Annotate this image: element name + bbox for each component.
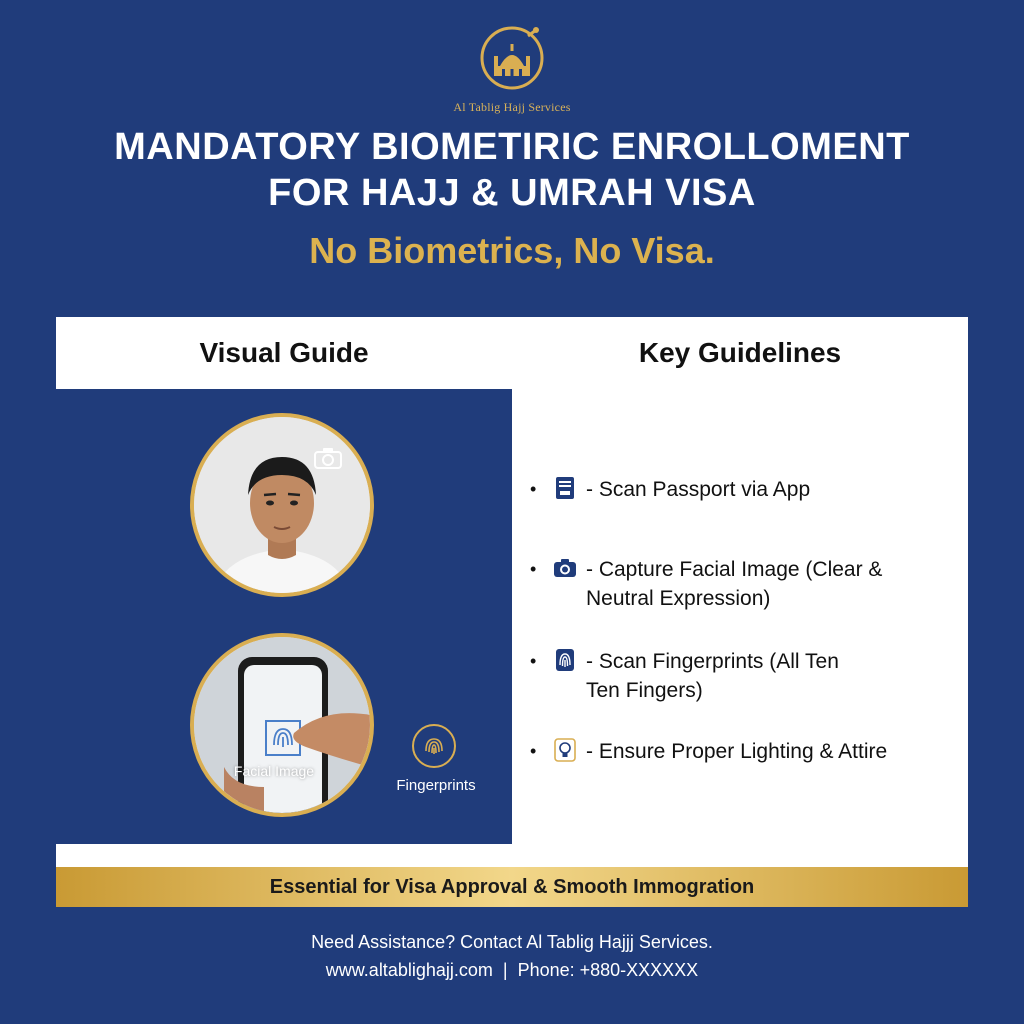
logo-text: Al Tablig Hajj Services: [453, 100, 571, 114]
passport-icon: [552, 475, 578, 501]
title-line-1: MANDATORY BIOMETIRIC ENROLLOMENT: [114, 126, 910, 168]
list-item: • - Scan Fingerprints (All Ten Ten Fingers): [530, 647, 839, 705]
website-link[interactable]: www.altablighajj.com: [325, 960, 493, 980]
fingerprints-caption: Fingerprints: [396, 777, 476, 794]
visual-guide-area: [56, 389, 512, 844]
list-item: • - Capture Facial Image (Clear & Neutral Expression): [530, 555, 882, 613]
fingerprint-icon: [421, 733, 447, 759]
phone-number[interactable]: Phone: +880-XXXXXX: [517, 960, 699, 980]
info-panel: [56, 317, 968, 867]
list-item: • - Ensure Proper Lighting & Attire: [530, 737, 887, 766]
key-guidelines-heading: Key Guidelines: [638, 337, 842, 368]
logo: [0, 22, 1024, 115]
guideline-text: - Capture Facial Image (Clear & Neutral Expression): [586, 558, 883, 610]
camera-overlay-icon: [314, 447, 342, 469]
list-item: • - Scan Passport via App: [530, 475, 810, 504]
fingerprint-badge: [412, 724, 456, 768]
facial-image-caption: Facial Image: [233, 763, 315, 779]
guideline-text: - Ensure Proper Lighting & Attire: [586, 740, 888, 763]
mosque-dome-icon: [476, 22, 548, 94]
guideline-text: - Scan Fingerprints (All Ten Ten Fingers): [586, 650, 839, 702]
contact-separator: |: [502, 960, 508, 980]
visual-guide-heading: Visual Guide: [199, 337, 369, 368]
lightbulb-icon: [552, 737, 578, 763]
guideline-text: - Scan Passport via App: [586, 478, 811, 501]
tagline: No Biometrics, No Visa.: [309, 230, 715, 271]
page-title: [0, 124, 1024, 216]
approval-banner: Essential for Visa Approval & Smooth Immogration: [56, 867, 968, 907]
fingerprint-icon: [552, 647, 578, 673]
contact-line: Need Assistance? Contact Al Tablig Hajjj Services.: [311, 932, 713, 952]
camera-icon: [552, 555, 578, 581]
face-photo: [190, 413, 374, 597]
contact-info: [0, 928, 1024, 984]
title-line-2: FOR HAJJ & UMRAH VISA: [268, 172, 756, 214]
phone-scan-photo: [190, 633, 374, 817]
